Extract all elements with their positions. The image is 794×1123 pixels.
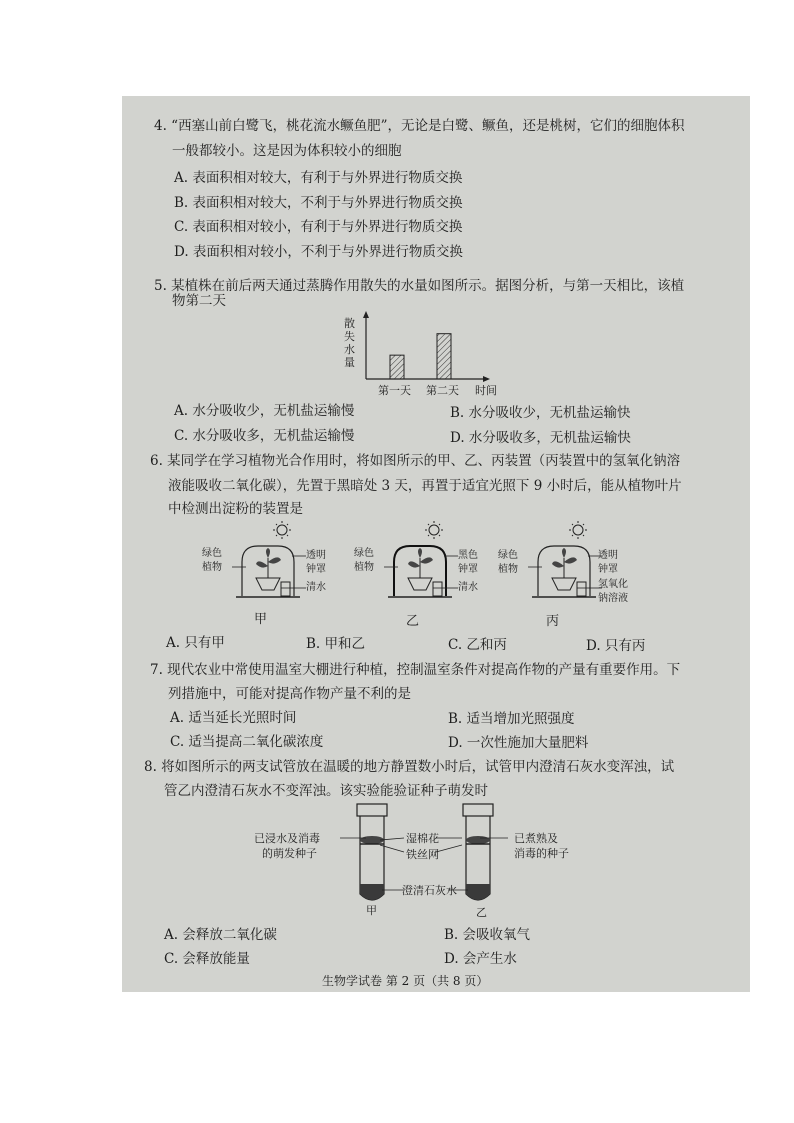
q6-device-bing-drawing [530, 520, 600, 606]
q6-device-yi-drawing [386, 520, 456, 606]
q4-option-c: C. 表面积相对较小，有利于与外界进行物质交换 [174, 219, 463, 235]
q6-bing-r4: 钠溶液 [598, 593, 628, 604]
q6-option-c: C. 乙和丙 [448, 637, 507, 653]
q7-option-b: B. 适当增加光照强度 [448, 711, 575, 727]
q6-jia-name: 甲 [254, 612, 268, 627]
bar-day2 [437, 334, 451, 379]
q8-label-right1: 已煮熟及 [514, 832, 558, 845]
q8-label-wire-mesh: 铁丝网 [406, 848, 439, 861]
q8-label-limewater: 澄清石灰水 [402, 884, 457, 897]
q6-jia-r3: 清水 [306, 582, 326, 593]
q6-bing-r1: 透明 [598, 550, 618, 561]
stopper [357, 804, 387, 816]
q8-label-wet-cotton: 湿棉花 [406, 832, 439, 845]
q6-jia-r1: 透明 [306, 550, 326, 561]
q4-option-a: A. 表面积相对较大，有利于与外界进行物质交换 [174, 170, 463, 186]
x-axis-arrow [483, 376, 490, 382]
q5-stem-line2: 物第二天 [172, 293, 226, 309]
q5-stem-line1: 5. 某植株在前后两天通过蒸腾作用散失的水量如图所示。据图分析，与第一天相比，该植 [154, 278, 685, 294]
q6-device-jia-drawing [234, 520, 304, 606]
q6-bing-name: 丙 [546, 614, 560, 629]
q5-option-d: D. 水分吸收多，无机盐运输快 [450, 430, 631, 446]
q8-option-b: B. 会吸收氧气 [444, 927, 531, 943]
q5-option-a: A. 水分吸收少，无机盐运输慢 [174, 403, 355, 419]
test-tube-jia [357, 804, 387, 900]
sun-icon [273, 521, 291, 539]
stopper [463, 804, 493, 816]
q6-stem-line3: 中检测出淀粉的装置是 [168, 501, 303, 517]
q5-chart-xtick-2: 第二天 [426, 384, 459, 397]
q6-stem-line2: 液能吸收二氧化碳），先置于黑暗处 3 天，再置于适宜光照下 9 小时后，能从植物叶片 [168, 478, 682, 494]
q5-option-c: C. 水分吸收多，无机盐运输慢 [174, 428, 355, 444]
q7-option-a: A. 适当延长光照时间 [170, 710, 297, 726]
q8-stem-line2: 管乙内澄清石灰水不变浑浊。该实验能验证种子萌发时 [164, 783, 488, 799]
beaker [577, 582, 586, 596]
beaker [281, 582, 290, 596]
q5-option-b: B. 水分吸收少，无机盐运输快 [450, 405, 631, 421]
beaker [433, 582, 442, 596]
q6-jia-left2: 植物 [202, 562, 222, 573]
page-footer: 生物学试卷 第 2 页（共 8 页） [322, 974, 489, 988]
q5-chart-ylabel: 散失水量 [344, 317, 355, 369]
bar-day1 [390, 355, 404, 379]
q5-chart-xlabel: 时间 [475, 384, 497, 397]
q6-yi-left1: 绿色 [354, 548, 374, 559]
plant-pot [552, 548, 577, 590]
q8-tube-yi-label: 乙 [476, 906, 487, 919]
q6-yi-r1: 黑色 [458, 550, 478, 561]
q5-bar-chart [360, 311, 520, 391]
plant-pot [256, 548, 281, 590]
q6-yi-left2: 植物 [354, 562, 374, 573]
q8-label-left2: 的萌发种子 [262, 847, 317, 860]
q6-bing-r3: 氢氧化 [598, 579, 628, 590]
q8-label-right2: 消毒的种子 [514, 847, 569, 860]
q4-option-b: B. 表面积相对较大，不利于与外界进行物质交换 [174, 195, 463, 211]
q6-option-b: B. 甲和乙 [306, 636, 366, 652]
q7-option-c: C. 适当提高二氧化碳浓度 [170, 734, 324, 750]
q8-stem-line1: 8. 将如图所示的两支试管放在温暖的地方静置数小时后，试管甲内澄清石灰水变浑浊，试 [144, 759, 675, 775]
q4-stem-line1: 4. “西塞山前白鹭飞，桃花流水鳜鱼肥”，无论是白鹭、鳜鱼，还是桃树，它们的细胞体积 [154, 118, 685, 134]
cooked-seeds [466, 836, 490, 844]
q7-option-d: D. 一次性施加大量肥料 [448, 735, 589, 751]
test-tube-yi [463, 804, 493, 900]
y-axis-arrow [363, 311, 369, 318]
q6-option-d: D. 只有丙 [586, 638, 646, 654]
q6-yi-r2: 钟罩 [458, 564, 478, 575]
q6-bing-left2: 植物 [498, 564, 518, 575]
sun-icon [425, 521, 443, 539]
q6-yi-name: 乙 [406, 614, 420, 629]
sun-icon [569, 521, 587, 539]
q6-bing-left1: 绿色 [498, 550, 518, 561]
exam-page [122, 96, 750, 992]
q8-tube-jia-label: 甲 [366, 904, 377, 917]
plant-pot [408, 548, 433, 590]
q6-yi-r3: 清水 [458, 582, 478, 593]
q6-jia-r2: 钟罩 [306, 564, 326, 575]
q7-stem-line2: 列措施中，可能对提高作物产量不利的是 [168, 686, 411, 702]
q8-option-d: D. 会产生水 [444, 951, 517, 967]
q7-stem-line1: 7. 现代农业中常使用温室大棚进行种植，控制温室条件对提高作物的产量有重要作用。下 [150, 662, 681, 678]
q4-stem-line2: 一般都较小。这是因为体积较小的细胞 [172, 143, 402, 159]
q8-option-c: C. 会释放能量 [164, 951, 250, 967]
q4-option-d: D. 表面积相对较小，不利于与外界进行物质交换 [174, 244, 463, 260]
q6-bing-r2: 钟罩 [598, 564, 618, 575]
q6-jia-left1: 绿色 [202, 548, 222, 559]
q6-option-a: A. 只有甲 [166, 635, 225, 651]
q8-option-a: A. 会释放二氧化碳 [164, 927, 277, 943]
q8-label-left1: 已浸水及消毒 [254, 832, 320, 845]
q6-stem-line1: 6. 某同学在学习植物光合作用时，将如图所示的甲、乙、丙装置（丙装置中的氢氧化钠溶 [150, 453, 681, 469]
q5-chart-xtick-1: 第一天 [378, 384, 411, 397]
